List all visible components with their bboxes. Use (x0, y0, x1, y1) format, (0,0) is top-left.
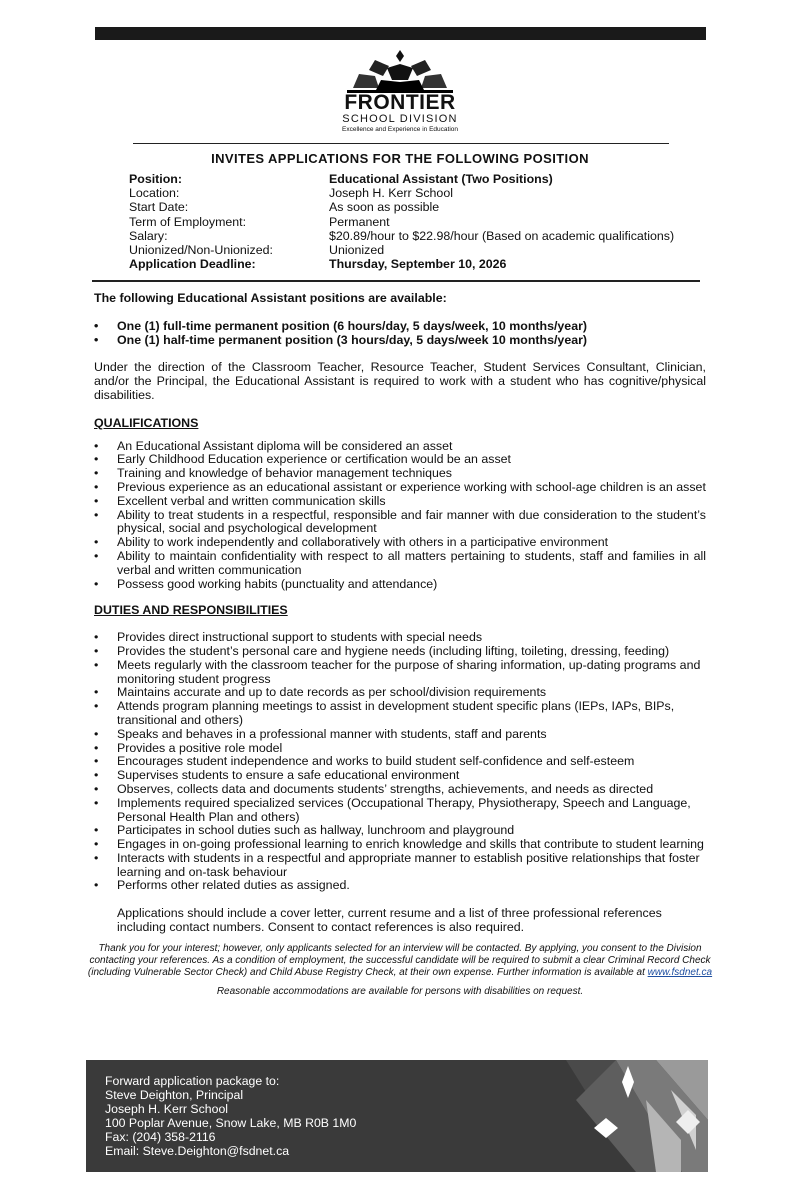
qualification-item: • Ability to maintain confidentiality with respect to all matters pertaining to students, staff and families in all verbal and written communication (94, 550, 706, 578)
duties-list (94, 631, 706, 893)
duty-item: • Attends program planning meetings to assist in development student specific plans (IEPs, IAPs, BIPs, transitional and others) (94, 700, 706, 728)
website-link[interactable]: www.fsdnet.ca (647, 967, 713, 979)
accommodation-note: Reasonable accommodations are available for persons with disabilities on request. (216, 985, 584, 997)
divider (92, 280, 700, 282)
position-row-value: Thursday, September 10, 2026 (329, 257, 507, 272)
position-row-value: Educational Assistant (Two Positions) (329, 172, 553, 186)
position-row-value: $20.89/hour to $22.98/hour (Based on academic qualifications) (329, 228, 675, 243)
org-name: FRONTIER (344, 91, 456, 114)
role-description: Under the direction of the Classroom Teacher, Resource Teacher, Student Services Consultant, Clinician, and/or the Principal, the Educational Assistant is required to work with a student who has cognitive/physical disabilities. (94, 360, 706, 402)
main-content (87, 291, 713, 998)
application-note: Applications should include a cover letter, current resume and a list of three professional references including contact numbers. Consent to contact references is also required. (117, 906, 662, 935)
qualifications-list (94, 440, 706, 592)
duty-item: • Provides a positive role model (94, 742, 706, 756)
duty-item: • Provides the student’s personal care and hygiene needs (including lifting, toileting, dressing, feeding) (94, 645, 706, 659)
qualification-item: • Early Childhood Education experience or certification would be an asset (94, 453, 706, 467)
position-row-value: As soon as possible (329, 200, 440, 215)
divider (133, 143, 669, 144)
contact-line: 100 Poplar Avenue, Snow Lake, MB R0B 1M0 (105, 1115, 357, 1130)
duty-item: • Encourages student independence and works to build student self-confidence and self-esteem (94, 755, 706, 769)
fine-print-text: Thank you for your interest; however, only applicants selected for an interview will be contacted. By applying, you consent to the Division contacting your references. As a condition of employment, the successful candidate will be required to submit a clear Criminal Record Check (including Vulnerable Sector Check) and Child Abuse Registry Check, at their own expense. Further information is available at (87, 942, 711, 979)
position-item: • One (1) full-time permanent position (6 hours/day, 5 days/week, 10 months/year) (94, 320, 706, 334)
contact-line: Email: Steve.Deighton@fsdnet.ca (105, 1143, 290, 1158)
position-row-label: Position: (129, 172, 182, 186)
duty-item: • Meets regularly with the classroom teacher for the purpose of sharing information, up-dating programs and monitoring student progress (94, 659, 706, 687)
duty-item: • Implements required specialized services (Occupational Therapy, Physiotherapy, Speech and Language, Personal Health Plan and others) (94, 797, 706, 825)
qualification-item: • Previous experience as an educational assistant or experience working with school-age children is an asset (94, 481, 706, 495)
fine-print (84, 943, 716, 998)
position-row (129, 215, 674, 229)
position-row-value: Joseph H. Kerr School (329, 186, 453, 201)
contact-address (105, 1075, 356, 1158)
org-subname: SCHOOL DIVISION (342, 113, 458, 125)
duty-item: • Supervises students to ensure a safe educational environment (94, 769, 706, 783)
top-bar (95, 27, 706, 40)
position-row (129, 200, 674, 214)
position-row-label: Salary: (129, 228, 168, 243)
qualification-item: • Ability to treat students in a respectful, responsible and fair manner with due consideration to the student’s physical, social and psychological development (94, 509, 706, 537)
duty-item: • Provides direct instructional support to students with special needs (94, 631, 706, 645)
position-details-table (129, 172, 674, 271)
duty-item: • Observes, collects data and documents students’ strengths, achievements, and needs as directed (94, 783, 706, 797)
qualification-item: • Possess good working habits (punctuality and attendance) (94, 578, 706, 592)
star-blanket-logo-icon (345, 48, 455, 94)
position-row-label: Start Date: (129, 200, 189, 215)
position-row (129, 243, 674, 257)
duties-heading: DUTIES AND RESPONSIBILITIES (94, 603, 288, 618)
position-row (129, 257, 674, 271)
duty-item: • Participates in school duties such as hallway, lunchroom and playground (94, 824, 706, 838)
org-tagline: Excellence and Experience in Education (342, 126, 458, 133)
contact-line: Forward application package to: (105, 1074, 280, 1088)
qualification-item: • Excellent verbal and written communication skills (94, 495, 706, 509)
qualification-item: • Ability to work independently and collaboratively with others in a participative environment (94, 536, 706, 550)
contact-line: Fax: (204) 358-2116 (105, 1129, 216, 1144)
duty-item: • Performs other related duties as assigned. (94, 879, 706, 893)
qualification-item: • An Educational Assistant diploma will be considered an asset (94, 440, 706, 454)
position-item: • One (1) half-time permanent position (3 hours/day, 5 days/week 10 months/year) (94, 334, 706, 348)
position-row-label: Application Deadline: (129, 257, 256, 272)
qualification-item: • Training and knowledge of behavior management techniques (94, 467, 706, 481)
position-row-label: Term of Employment: (129, 214, 247, 229)
positions-intro: The following Educational Assistant positions are available: (94, 291, 447, 305)
duty-item: • Engages in on-going professional learning to enrich knowledge and skills that contribute to student learning (94, 838, 706, 852)
position-row-label: Unionized/Non-Unionized: (129, 243, 273, 258)
position-row (129, 172, 674, 186)
qualifications-heading: QUALIFICATIONS (94, 415, 199, 430)
position-row-value: Unionized (329, 243, 385, 258)
position-row (129, 186, 674, 200)
position-row-label: Location: (129, 186, 180, 201)
duty-item: • Interacts with students in a respectful and appropriate manner to establish positive relationships that foster learning and on-task behaviour (94, 852, 706, 880)
contact-line: Joseph H. Kerr School (105, 1101, 229, 1116)
star-blanket-pattern-icon (506, 1060, 708, 1172)
position-row (129, 229, 674, 243)
page-heading: INVITES APPLICATIONS FOR THE FOLLOWING POSITION (211, 151, 589, 166)
duty-item: • Speaks and behaves in a professional manner with students, staff and parents (94, 728, 706, 742)
contact-footer (86, 1060, 708, 1172)
duty-item: • Maintains accurate and up to date records as per school/division requirements (94, 686, 706, 700)
position-row-value: Permanent (329, 214, 390, 229)
frontier-logo (330, 48, 470, 134)
positions-list (94, 320, 706, 348)
contact-line: Steve Deighton, Principal (105, 1087, 244, 1102)
